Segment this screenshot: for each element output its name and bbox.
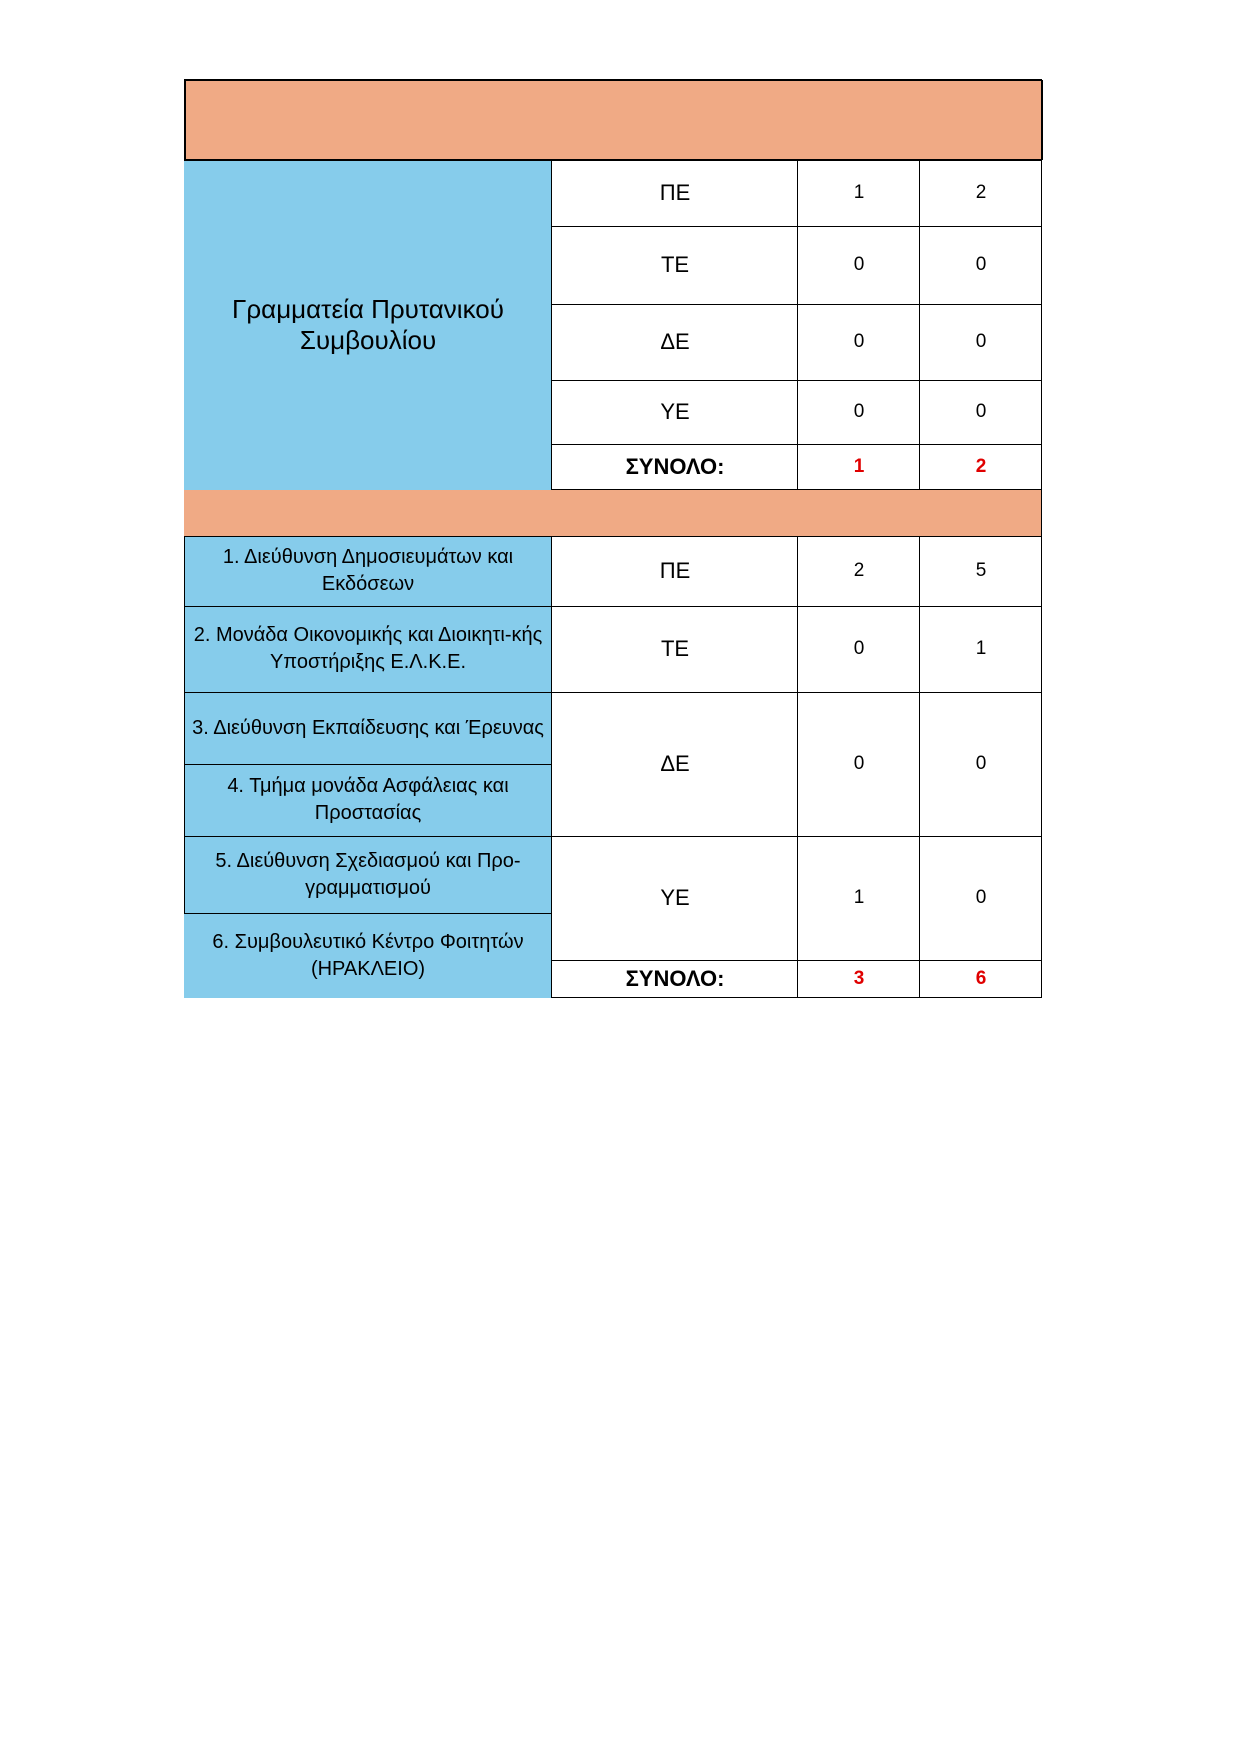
section2-pe-value-b: 5	[975, 560, 987, 581]
section1-te-value-a: 0	[853, 254, 865, 275]
grid-line	[184, 764, 552, 765]
section1-total-label: ΣΥΝΟΛΟ:	[625, 454, 725, 479]
section1-ye-value-a: 0	[853, 401, 865, 422]
section2-ye-value-b: 0	[975, 887, 987, 908]
grid-line	[184, 836, 1042, 837]
grid-line	[1041, 80, 1043, 160]
section1-pe-value-b: 2	[975, 182, 987, 203]
section2-grade-te: ΤΕ	[660, 636, 690, 661]
section1-header-band	[184, 80, 1042, 160]
section2-header-band	[184, 490, 1042, 536]
section2-unit-6: 6. Συμβουλευτικό Κέντρο Φοιτητών (ΗΡΑΚΛΕΙΟ)	[184, 914, 552, 998]
grid-line	[184, 692, 1042, 693]
section2-grade-ye: ΥΕ	[660, 885, 690, 910]
section2-grade-pe: ΠΕ	[659, 558, 691, 583]
section1-grade-ye: ΥΕ	[660, 399, 690, 424]
section2-unit-5: 5. Διεύθυνση Σχεδιασμού και Προ-γραμματισμού	[184, 836, 552, 914]
section2-pe-value-a: 2	[853, 560, 865, 581]
section2-te-value-a: 0	[853, 638, 865, 659]
grid-line	[919, 536, 920, 998]
grid-line	[797, 160, 798, 490]
section1-ye-value-b: 0	[975, 401, 987, 422]
grid-line	[919, 160, 920, 490]
section2-de-value-a: 0	[853, 753, 865, 774]
section1-te-value-b: 0	[975, 254, 987, 275]
grid-line	[797, 536, 798, 998]
section1-total-value-b: 2	[975, 456, 987, 477]
grid-line	[184, 536, 185, 914]
section2-total-label: ΣΥΝΟΛΟ:	[625, 966, 725, 991]
grid-line	[184, 913, 552, 914]
section1-de-value-b: 0	[975, 331, 987, 352]
grid-line	[184, 80, 186, 160]
grid-line	[1041, 536, 1042, 998]
section2-de-value-b: 0	[975, 753, 987, 774]
section2-grade-de: ΔΕ	[660, 751, 690, 776]
section2-unit-2: 2. Μονάδα Οικονομικής και Διοικητι-κής Υποστήριξης Ε.Λ.Κ.Ε.	[184, 606, 552, 692]
grid-line	[184, 79, 1042, 81]
section2-unit-4: 4. Τμήμα μονάδα Ασφάλειας και Προστασίας	[184, 764, 552, 836]
section2-te-value-b: 1	[975, 638, 987, 659]
grid-line	[551, 536, 552, 998]
section2-total-value-a: 3	[853, 968, 865, 989]
section2-total-value-b: 6	[975, 968, 987, 989]
grid-line	[184, 159, 1042, 161]
grid-line	[184, 536, 1042, 537]
section2-ye-value-a: 1	[853, 887, 865, 908]
section1-de-value-a: 0	[853, 331, 865, 352]
section1-pe-value-a: 1	[853, 182, 865, 203]
section2-unit-1: 1. Διεύθυνση Δημοσιευμάτων και Εκδόσεων	[184, 536, 552, 606]
section1-total-value-a: 1	[853, 456, 865, 477]
grid-line	[551, 160, 552, 490]
section1-unit-name: Γραμματεία Πρυτανικού Συμβουλίου	[184, 160, 552, 490]
section1-grade-te: ΤΕ	[660, 252, 690, 277]
section1-grade-pe: ΠΕ	[659, 180, 691, 205]
section1-grade-de: ΔΕ	[660, 329, 690, 354]
section2-unit-3: 3. Διεύθυνση Εκπαίδευσης και Έρευνας	[184, 692, 552, 764]
grid-line	[1041, 160, 1042, 490]
grid-line	[184, 606, 1042, 607]
grid-line	[1041, 490, 1042, 536]
